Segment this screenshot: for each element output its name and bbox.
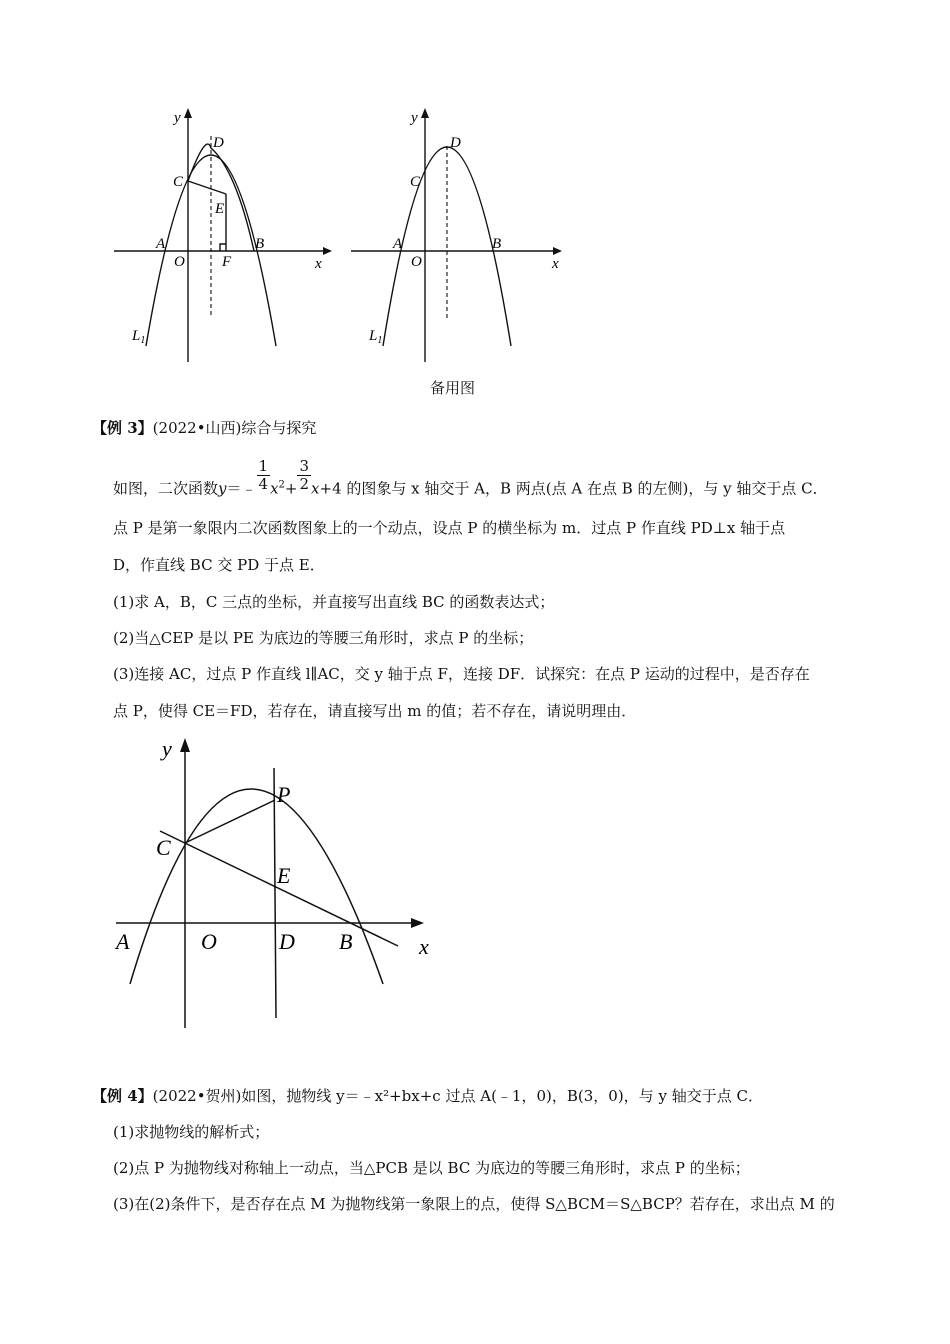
example4-question3: (3)在(2)条件下，是否存在点 M 为抛物线第一象限上的点，使得 S△BCM＝S△BCP？若存在，求出点 M 的 bbox=[113, 1195, 835, 1213]
fig1-y-arrow bbox=[184, 108, 192, 118]
fig3-label-e: E bbox=[277, 863, 291, 888]
fig1-label-l: $L_1$ bbox=[132, 328, 146, 346]
figure-2 bbox=[345, 100, 575, 368]
example3-heading-source: (2022•山西)综合与探究 bbox=[152, 419, 317, 437]
fig1-segment-ce bbox=[188, 181, 226, 194]
fig1-curve-cd bbox=[188, 144, 254, 251]
example3-intro-a: 如图，二次函数 bbox=[113, 479, 219, 498]
fig3-label-b: B bbox=[339, 929, 353, 954]
fig1-label-b: B bbox=[255, 236, 265, 252]
example3-line3: D，作直线 BC 交 PD 于点 E． bbox=[113, 556, 325, 574]
fig3-label-a: A bbox=[116, 929, 130, 954]
fig2-y-arrow bbox=[421, 108, 429, 118]
example4-heading bbox=[92, 1086, 763, 1106]
fig1-label-x: x bbox=[315, 256, 322, 272]
fig1-label-e: E bbox=[215, 201, 225, 217]
example4-question1: (1)求抛物线的解析式； bbox=[113, 1123, 270, 1141]
example3-question2: (2)当△CEP 是以 PE 为底边的等腰三角形时，求点 P 的坐标； bbox=[113, 629, 534, 647]
fig2-label-o: O bbox=[411, 254, 422, 270]
fig3-label-p: P bbox=[277, 782, 291, 807]
figure-3 bbox=[108, 730, 448, 1035]
example4-heading-bracket: 【例 4】 bbox=[92, 1087, 153, 1105]
example3-line2: 点 P 是第一象限内二次函数图象上的一个动点，设点 P 的横坐标为 m．过点 P 作直线 PD⊥x 轴于点 bbox=[113, 519, 786, 537]
fig1-label-c: C bbox=[173, 174, 184, 190]
figure-1 bbox=[108, 100, 338, 368]
example4-heading-text: (2022•贺州)如图，抛物线 y＝﹣x²+bx+c 过点 A(﹣1，0)，B(3，0)，与 y 轴交于点 C． bbox=[152, 1087, 763, 1105]
figure-caption: 备用图 bbox=[430, 379, 476, 397]
example3-heading-bracket: 【例 3】 bbox=[92, 419, 153, 437]
example3-question3a: (3)连接 AC，过点 P 作直线 l∥AC，交 y 轴于点 F，连接 DF．试探究：在点 P 运动的过程中，是否存在 bbox=[113, 665, 810, 683]
example3-intro-line: 如图，二次函数y＝﹣ $\frac{1}{4}$ $x^2+$ $\frac{3}{2}$ x+4 的图象与 x 轴交于 A，B 两点(点 A 在点 B 的左侧)，与 y 轴交于点 C． bbox=[113, 457, 828, 498]
fig3-label-d: D bbox=[279, 929, 295, 954]
fig2-label-l: $L_1$ bbox=[369, 328, 383, 346]
fig1-x-arrow bbox=[323, 247, 332, 255]
example3-intro-b: +4 的图象与 x 轴交于 A，B 两点(点 A 在点 B 的左侧)，与 y 轴交于点 C． bbox=[319, 479, 828, 498]
fig1-label-y: y bbox=[174, 110, 181, 126]
fig3-label-c: C bbox=[156, 835, 171, 860]
fig3-label-o: O bbox=[201, 929, 217, 954]
fig2-label-d: D bbox=[450, 135, 461, 151]
fig1-label-a: A bbox=[156, 236, 166, 252]
example4-question2: (2)点 P 为抛物线对称轴上一动点，当△PCB 是以 BC 为底边的等腰三角形时，求点 P 的坐标； bbox=[113, 1159, 750, 1177]
fig3-line-pd bbox=[274, 768, 276, 1018]
fig3-line-pc bbox=[185, 800, 275, 843]
fig2-label-b: B bbox=[492, 236, 502, 252]
fig3-x-arrow bbox=[411, 918, 424, 928]
example3-question3b: 点 P，使得 CE＝FD，若存在，请直接写出 m 的值；若不存在，请说明理由． bbox=[113, 702, 637, 720]
fig1-right-angle bbox=[220, 244, 226, 251]
fig3-y-arrow bbox=[180, 738, 190, 752]
fig3-label-x: x bbox=[419, 934, 429, 959]
fig2-x-arrow bbox=[553, 247, 562, 255]
fig2-label-c: C bbox=[410, 174, 421, 190]
example3-func-eq: ＝﹣ bbox=[226, 479, 257, 498]
fig3-parabola bbox=[130, 789, 383, 984]
example3-frac-1: $\frac{1}{4}$ bbox=[258, 457, 269, 493]
example3-question1: (1)求 A，B，C 三点的坐标，并直接写出直线 BC 的函数表达式； bbox=[113, 593, 555, 611]
fig2-label-y: y bbox=[411, 110, 418, 126]
fig2-label-x: x bbox=[552, 256, 559, 272]
example3-frac-2: $\frac{3}{2}$ bbox=[299, 457, 310, 493]
fig1-label-d: D bbox=[213, 135, 224, 151]
example3-heading bbox=[92, 418, 316, 438]
fig3-label-y: y bbox=[162, 736, 172, 761]
fig1-label-o: O bbox=[174, 254, 185, 270]
fig1-label-f: F bbox=[222, 254, 232, 270]
fig2-label-a: A bbox=[393, 236, 403, 252]
example3-func-lhs: y bbox=[218, 479, 227, 498]
